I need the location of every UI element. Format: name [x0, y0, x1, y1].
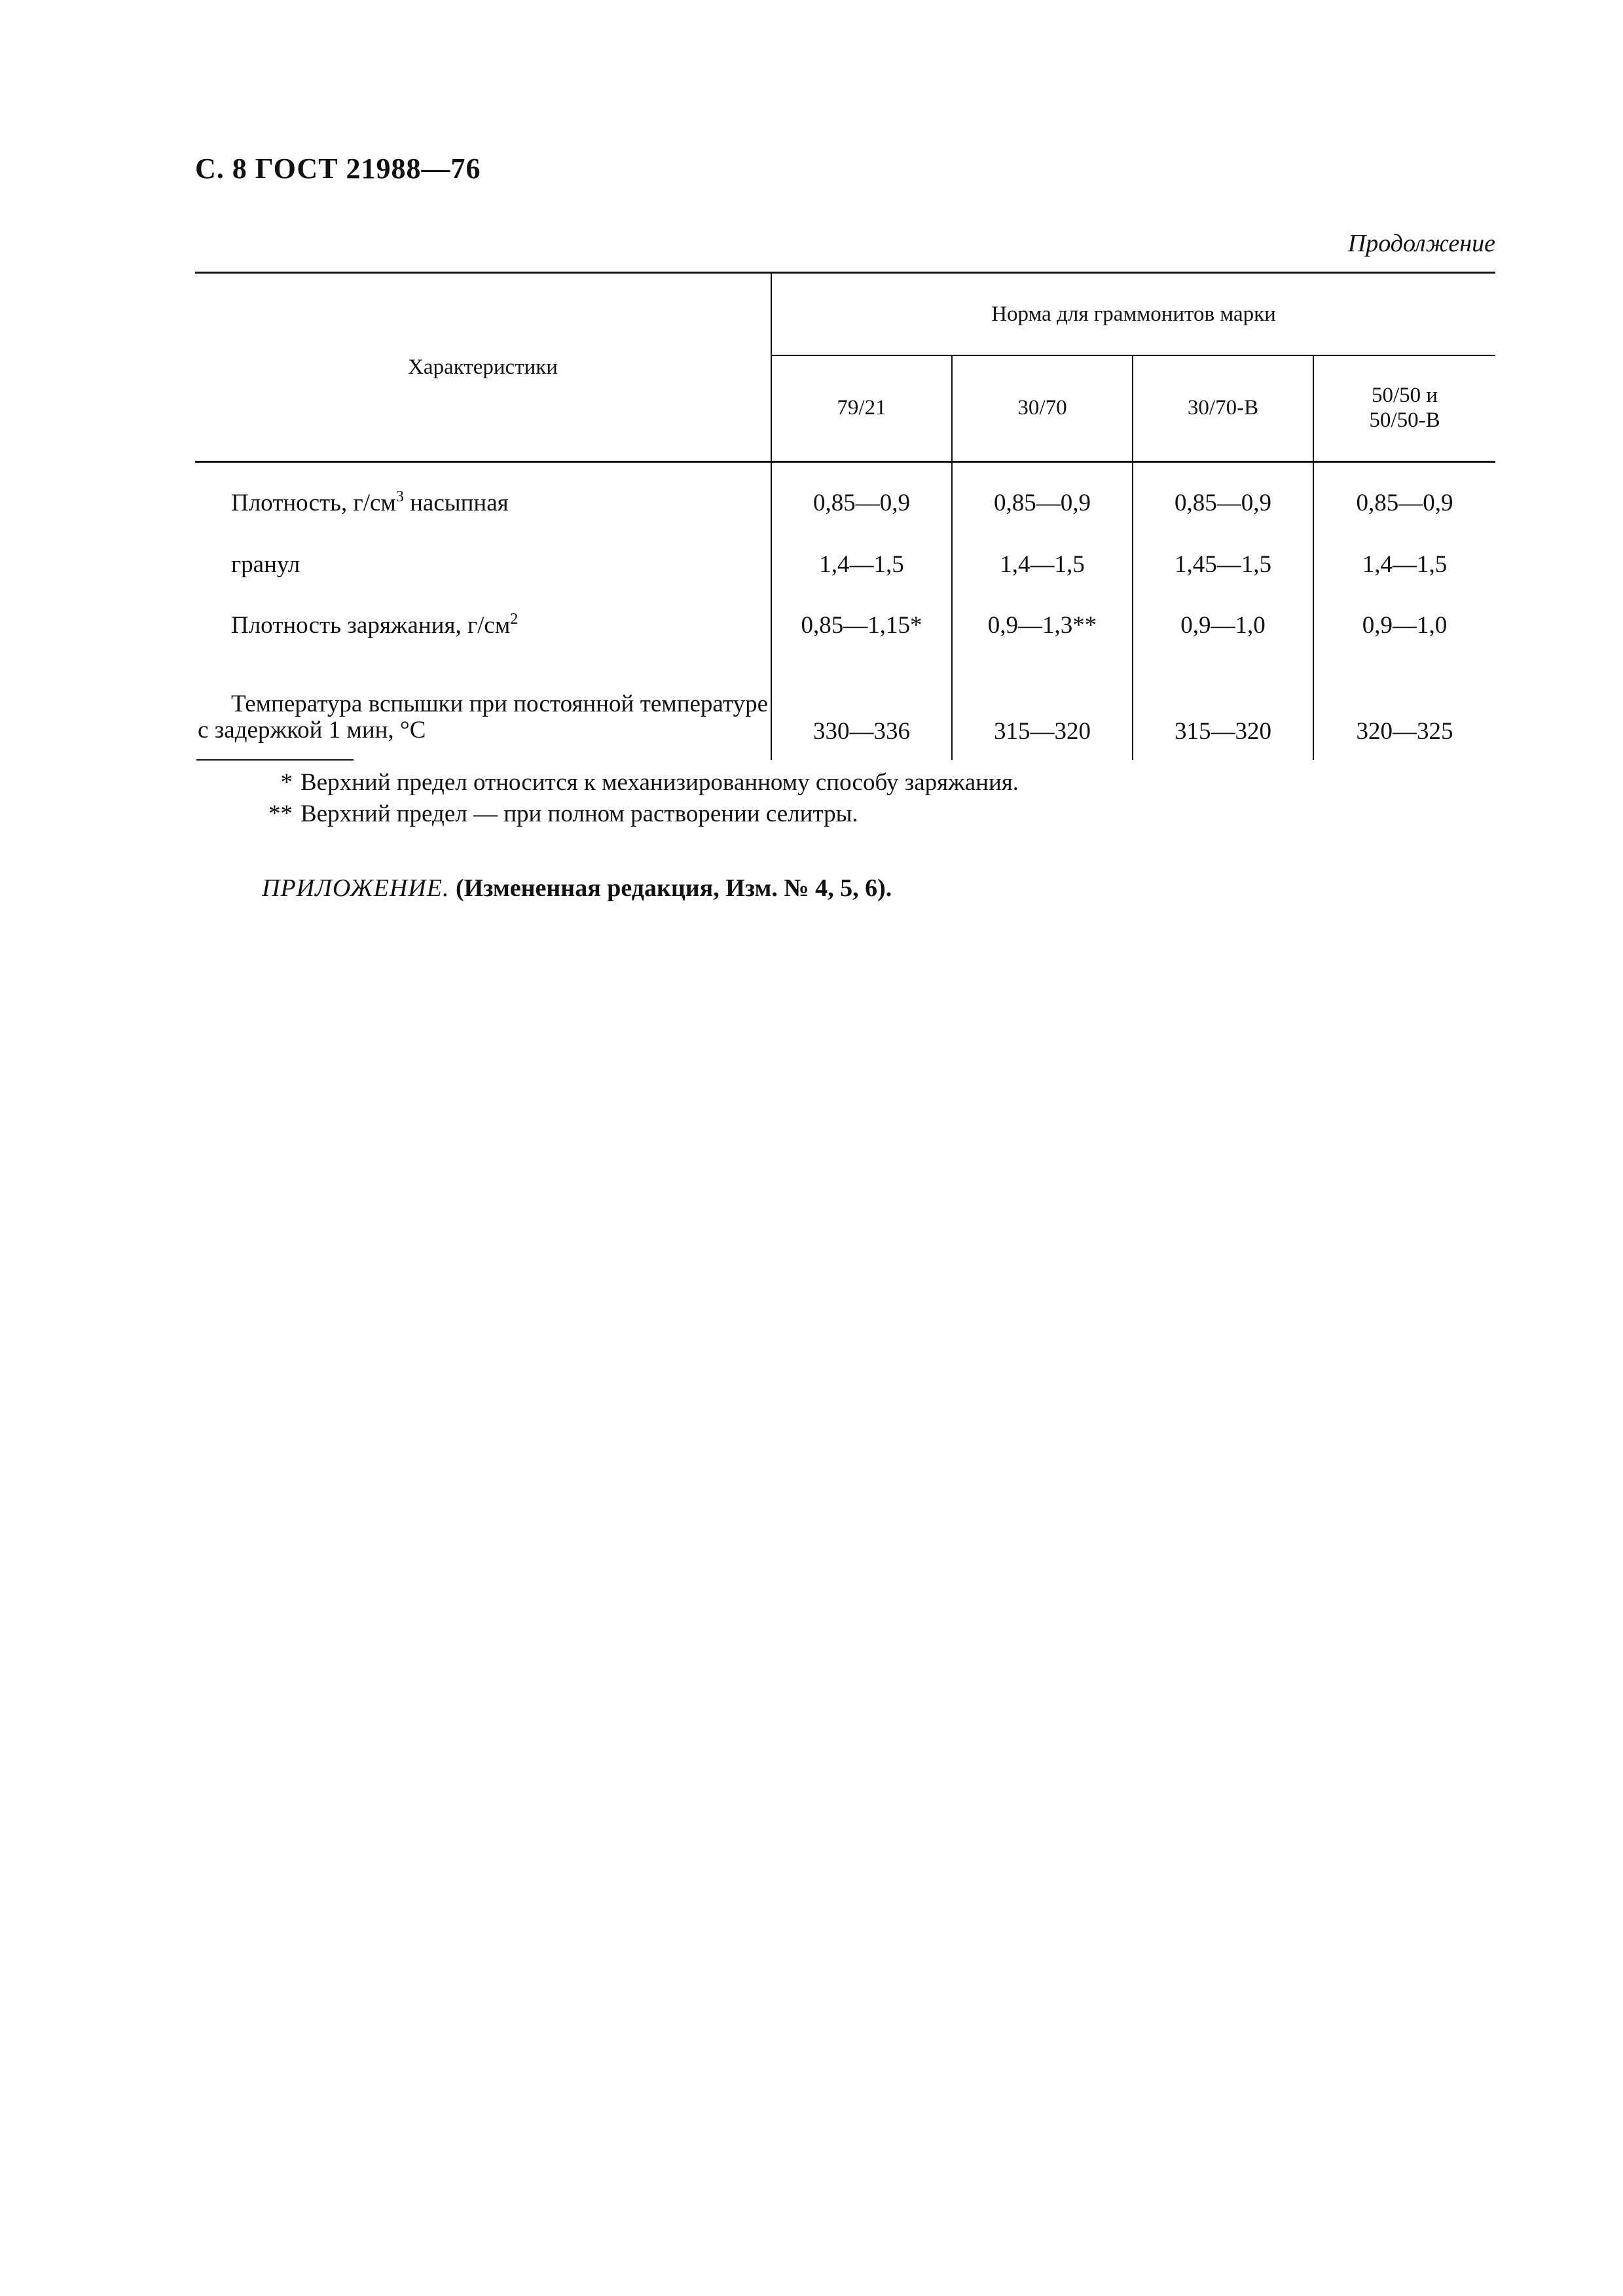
table-cell: 0,85—1,15* [771, 594, 952, 656]
table-row [195, 535, 1495, 594]
footnote-mark: ** [268, 800, 293, 828]
appendix-text: (Измененная редакция, Изм. № 4, 5, 6). [455, 874, 892, 902]
table-cell: 0,9—1,0 [1133, 594, 1313, 656]
mark-header-30-70: 30/70 [952, 355, 1133, 462]
continuation-label: Продолжение [1347, 230, 1495, 257]
page-header: С. 8 ГОСТ 21988—76 [195, 152, 481, 185]
table-cell: 0,9—1,0 [1362, 611, 1448, 639]
mark-header-50-50 [1313, 355, 1495, 462]
footnote-divider [196, 759, 354, 761]
table-cell: 320—325 [1356, 718, 1453, 745]
appendix-label: ПРИЛОЖЕНИЕ. [262, 874, 450, 902]
characteristics-table [195, 272, 1495, 760]
norm-group-header: Норма для граммонитов марки [771, 273, 1495, 356]
table-cell: 315—320 [1133, 656, 1313, 760]
table-cell: 0,85—0,9 [1133, 462, 1313, 535]
footnote-text: Верхний предел — при полном растворении селитры. [301, 800, 858, 828]
mark-header-50-50-line1: 50/50 и [1371, 384, 1438, 408]
mark-header-79-21: 79/21 [771, 355, 952, 462]
table-cell: 0,85—0,9 [771, 462, 952, 535]
table-cell: 1,4—1,5 [1362, 550, 1448, 578]
table-cell: 0,9—1,3** [952, 594, 1133, 656]
mark-header-30-70-v: 30/70-В [1133, 355, 1313, 462]
table-row [195, 656, 1495, 760]
footnote-text: Верхний предел относится к механизированному способу заряжания. [301, 769, 1019, 796]
row-label-granule-density: гранул [195, 535, 771, 594]
table-row [195, 594, 1495, 656]
row-label-bulk-density: Плотность, $г/см^3$ насыпная [195, 462, 771, 535]
footnote-mark: * [280, 769, 293, 796]
table-cell: 315—320 [952, 656, 1133, 760]
appendix-note [262, 874, 892, 903]
footnote [252, 798, 1019, 830]
table-cell: 0,85—0,9 [1356, 489, 1453, 516]
table-row [195, 462, 1495, 535]
table-cell: 330—336 [771, 656, 952, 760]
row-label-charging-density: Плотность заряжания, $г/см^2$ [195, 594, 771, 656]
table-cell: 1,4—1,5 [771, 535, 952, 594]
mark-header-50-50-line2: 50/50-В [1369, 408, 1440, 432]
row-label-flash-temperature: Температура вспышки при постоянной температуре с задержкой 1 мин, °С [195, 656, 771, 760]
characteristics-header: Характеристики [195, 273, 771, 462]
table-cell: 1,4—1,5 [952, 535, 1133, 594]
table-cell: 1,45—1,5 [1133, 535, 1313, 594]
footnote [252, 767, 1019, 798]
footnotes [252, 767, 1019, 830]
table-cell: 0,85—0,9 [952, 462, 1133, 535]
